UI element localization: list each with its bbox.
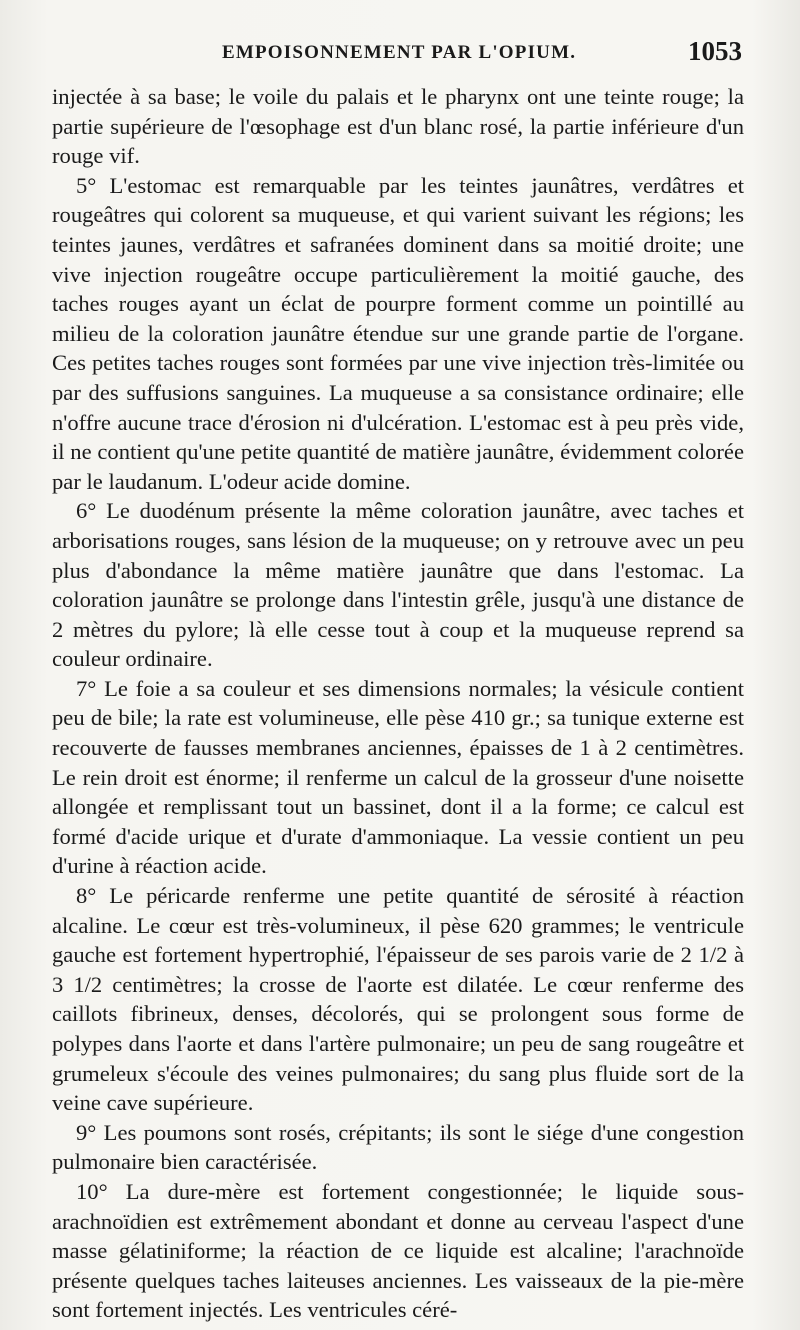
paragraph-continuation: injectée à sa base; le voile du palais et le pharynx ont une teinte rouge; la partie supérieure de l'œsophage est d'un blanc rosé, la partie inférieure d'un rouge vif.	[52, 84, 744, 169]
body-text	[52, 82, 744, 1325]
paragraph-duodenum: 6° Le duodénum présente la même coloration jaunâtre, avec taches et arborisations rouges, sans lésion de la muqueuse; on y retrouve avec un peu plus d'abondance la même matière jaunâtre que dans l'estomac. La coloration jaunâtre se prolonge dans l'intestin grêle, jusqu'à une distance de 2 mètres du pylore; là elle cesse tout à coup et la muqueuse reprend sa couleur ordinaire.	[52, 498, 744, 672]
running-title: EMPOISONNEMENT PAR L'OPIUM.	[222, 42, 577, 63]
paragraph-foie: 7° Le foie a sa couleur et ses dimensions normales; la vésicule contient peu de bile; la rate est volumineuse, elle pèse 410 gr.; sa tunique externe est recouverte de fausses membranes anciennes, épaisses de 1 à 2 centimètres. Le rein droit est énorme; il renferme un calcul de la grosseur d'une noisette allongée et remplissant tout un bassinet, dont il a la forme; ce calcul est formé d'acide urique et d'urate d'ammoniaque. La vessie contient un peu d'urine à réaction acide.	[52, 675, 744, 879]
paragraph-dure-mere: 10° La dure-mère est fortement congestionnée; le liquide sous-arachnoïdien est extrêmement abondant et donne au cerveau l'aspect d'une masse gélatiniforme; la réaction de ce liquide est alcaline; l'arachnoïde présente quelques taches laiteuses anciennes. Les vaisseaux de la pie-mère sont fortement injectés. Les ventricules céré-	[52, 1178, 744, 1323]
page-header	[52, 36, 742, 76]
paragraph-poumons: 9° Les poumons sont rosés, crépitants; ils sont le siége d'une congestion pulmonaire bien caractérisée.	[52, 1119, 744, 1175]
page-number: 1053	[688, 36, 742, 66]
paragraph-estomac: 5° L'estomac est remarquable par les teintes jaunâtres, verdâtres et rougeâtres qui colorent sa muqueuse, et qui varient suivant les régions; les teintes jaunes, verdâtres et safranées dominent dans sa moitié droite; une vive injection rougeâtre occupe particulièrement la moitié gauche, des taches rouges ayant un éclat de pourpre forment comme un pointillé au milieu de la coloration jaunâtre étendue sur une grande partie de l'organe. Ces petites taches rouges sont formées par une vive injection très-limitée ou par des suffusions sanguines. La muqueuse a sa consistance ordinaire; elle n'offre aucune trace d'érosion ni d'ulcération. L'estomac est à peu près vide, il ne contient qu'une petite quantité de matière jaunâtre, évidemment colorée par le laudanum. L'odeur acide domine.	[52, 172, 744, 494]
paragraph-pericarde: 8° Le péricarde renferme une petite quantité de sérosité à réaction alcaline. Le cœur est très-volumineux, il pèse 620 grammes; le ventricule gauche est fortement hypertrophié, l'épaisseur de ses parois varie de 2 1/2 à 3 1/2 centimètres; la crosse de l'aorte est dilatée. Le cœur renferme des caillots fibrineux, denses, décolorés, qui se prolongent sous forme de polypes dans l'aorte et dans l'artère pulmonaire; un peu de sang rougeâtre et grumeleux s'écoule des veines pulmonaires; du sang plus fluide sort de la veine cave supérieure.	[52, 883, 744, 1116]
